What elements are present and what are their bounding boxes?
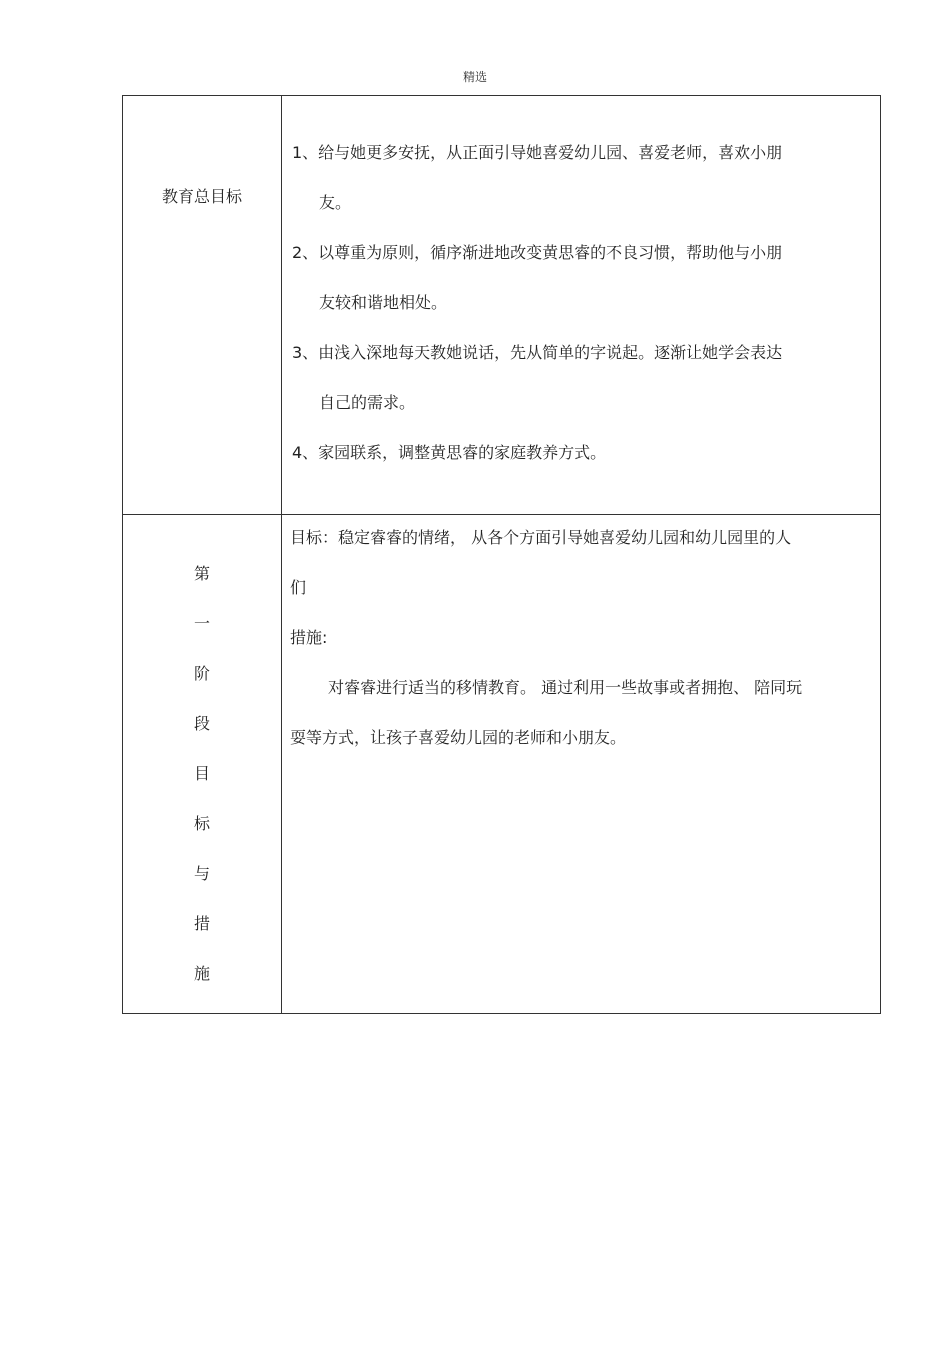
education-plan-table bbox=[122, 95, 881, 1014]
list-item bbox=[292, 243, 880, 343]
measures-label: 措施: bbox=[290, 628, 328, 647]
measures-line1: 对睿睿进行适当的移情教育。 通过利用一些故事或者拥抱、 陪同玩 bbox=[328, 678, 803, 697]
list-item bbox=[292, 143, 880, 243]
goal-item-4-line1: 4、家园联系，调整黄思睿的家庭教养方式。 bbox=[292, 443, 607, 462]
stage-goal-line1: 目标：稳定睿睿的情绪， 从各个方面引导她喜爱幼儿园和幼儿园里的人 bbox=[290, 528, 792, 547]
overall-goal-label: 教育总目标 bbox=[161, 187, 242, 206]
goal-item-1-line2: 友。 bbox=[319, 193, 352, 212]
stage-label-char: 一 bbox=[193, 614, 210, 633]
stage-label-char: 措 bbox=[193, 914, 210, 933]
stage-label-char: 目 bbox=[193, 764, 210, 783]
stage-label-char: 与 bbox=[193, 864, 210, 883]
goal-item-3-line2: 自己的需求。 bbox=[319, 393, 416, 412]
stage-label-char: 标 bbox=[193, 814, 210, 833]
goal-item-2-line2: 友较和谐地相处。 bbox=[319, 293, 448, 312]
page-header: 精选 bbox=[462, 70, 487, 84]
goal-item-3-line1: 3、由浅入深地每天教她说话，先从简单的字说起。逐渐让她学会表达 bbox=[292, 343, 783, 362]
stage-goal-line2: 们 bbox=[290, 578, 307, 597]
list-item bbox=[292, 343, 880, 443]
stage-label-char: 第 bbox=[193, 564, 210, 583]
measures-line2: 耍等方式，让孩子喜爱幼儿园的老师和小朋友。 bbox=[290, 728, 627, 747]
stage-one-label-cell bbox=[123, 515, 282, 1014]
stage-label-char: 施 bbox=[193, 964, 210, 983]
overall-goal-content-cell bbox=[282, 96, 881, 515]
stage-label-char: 段 bbox=[193, 714, 210, 733]
stage-label-char: 阶 bbox=[193, 664, 210, 683]
goal-item-2-line1: 2、以尊重为原则，循序渐进地改变黄思睿的不良习惯，帮助他与小朋 bbox=[292, 243, 783, 262]
goal-item-1-line1: 1、给与她更多安抚，从正面引导她喜爱幼儿园、喜爱老师，喜欢小朋 bbox=[292, 143, 783, 162]
stage-one-label bbox=[123, 515, 281, 1013]
stage-one-content-cell bbox=[282, 515, 881, 1014]
overall-goal-label-cell bbox=[123, 96, 282, 515]
list-item bbox=[292, 443, 880, 493]
table-row bbox=[123, 515, 881, 1014]
table-row bbox=[123, 96, 881, 515]
